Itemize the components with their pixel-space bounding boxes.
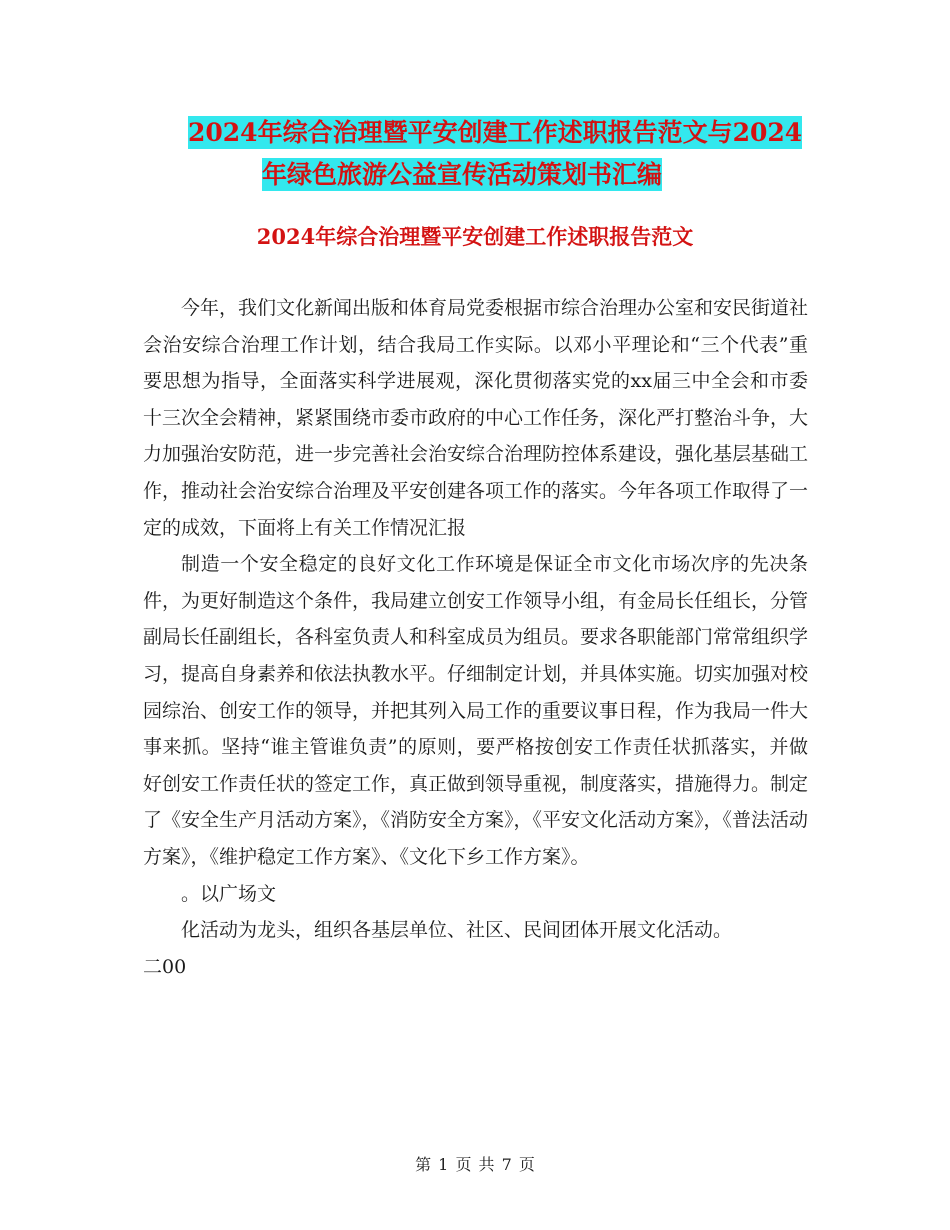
main-title-line-1 — [140, 112, 830, 154]
page-footer: 第 1 页 共 7 页 — [415, 1155, 535, 1174]
paragraph-5: 二00 — [143, 955, 187, 978]
paragraph-4: 化活动为龙头，组织各基层单位、社区、民间团体开展文化活动。 — [181, 919, 733, 942]
paragraph-3: 。以广场文 — [181, 882, 277, 905]
main-title — [140, 112, 830, 196]
main-title-line-2 — [140, 154, 830, 196]
main-title-line-2-text: 年绿色旅游公益宣传活动策划书汇编 — [262, 160, 663, 189]
section-title: 2024年综合治理暨平安创建工作述职报告范文 — [256, 224, 694, 249]
main-title-line-1-text: 2024年综合治理暨平安创建工作述职报告范文与2024 — [188, 118, 803, 147]
body-text — [143, 290, 808, 985]
paragraph-1: 今年，我们文化新闻出版和体育局党委根据市综合治理办公室和安民街道社会治安综合治理工作计划，结合我局工作实际。以邓小平理论和“三个代表”重要思想为指导，全面落实科学进展观，深化贯彻落实党的xx届三中全会和市委十三次全会精神，紧紧围绕市委市政府的中心工作任务，深化严打整治斗争，大力加强治安防范，进一步完善社会治安综合治理防控体系建设，强化基层基础工作，推动社会治安综合治理及平安创建各项工作的落实。今年各项工作取得了一定的成效，下面将上有关工作情况汇报 — [143, 297, 809, 539]
paragraph-2: 制造一个安全稳定的良好文化工作环境是保证全市文化市场次序的先决条件，为更好制造这个条件，我局建立创安工作领导小组，有金局长任组长，分管副局长任副组长，各科室负责人和科室成员为组员。要求各职能部门常常组织学习，提高自身素养和依法执教水平。仔细制定计划，并具体实施。切实加强对校园综治、创安工作的领导，并把其列入局工作的重要议事日程，作为我局一件大事来抓。坚持“谁主管谁负责”的原则，要严格按创安工作责任状抓落实，并做好创安工作责任状的签定工作，真正做到领导重视，制度落实，措施得力。制定了《安全生产月活动方案》，《消防安全方案》，《平安文化活动方案》，《普法活动方案》，《维护稳定工作方案》、《文化下乡工作方案》。 — [143, 553, 809, 868]
